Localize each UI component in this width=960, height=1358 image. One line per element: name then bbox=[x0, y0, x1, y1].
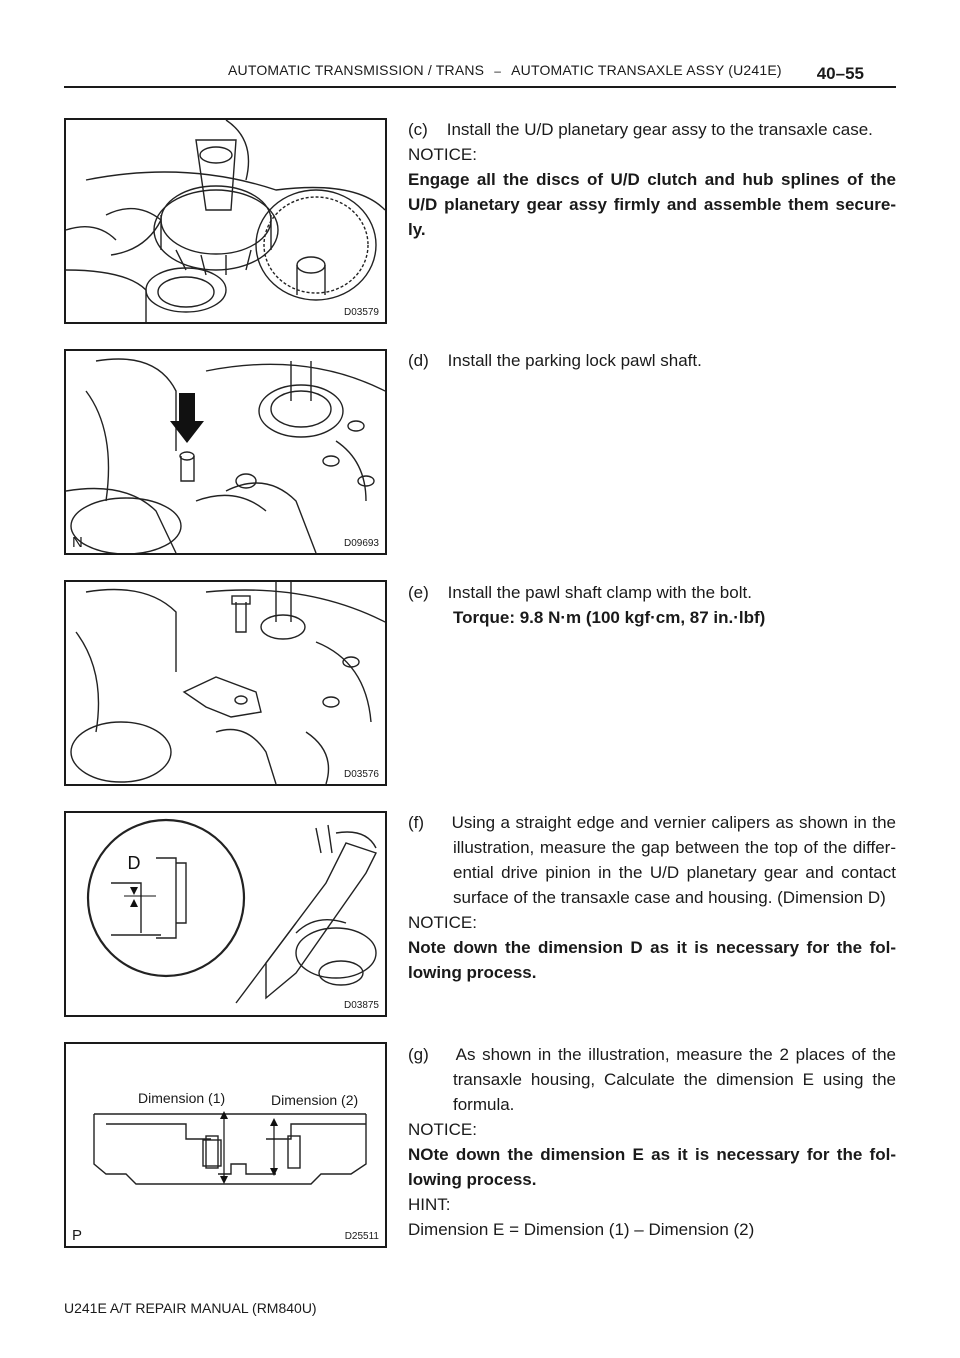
figure-id: D03579 bbox=[343, 307, 379, 318]
dimension-e-illustration bbox=[66, 1044, 385, 1246]
step-e bbox=[408, 580, 896, 630]
parking-lock-pawl-illustration bbox=[66, 351, 385, 553]
figure-planetary-gear bbox=[64, 118, 387, 324]
dimension-2-label: Dimension (2) bbox=[271, 1092, 359, 1108]
step-c bbox=[408, 117, 896, 242]
step-e-text: (e) Install the pawl shaft clamp with the bolt. bbox=[408, 583, 752, 602]
step-f bbox=[408, 810, 896, 985]
step-f-notice-label: NOTICE: bbox=[408, 913, 477, 932]
dimension-1-label: Dimension (1) bbox=[138, 1090, 226, 1106]
dimension-arrow-icon bbox=[220, 1111, 228, 1119]
figure-dimension-e bbox=[64, 1042, 387, 1248]
dimension-d-illustration bbox=[66, 813, 385, 1015]
dimension-arrow-icon bbox=[130, 899, 138, 907]
figure-dimension-d bbox=[64, 811, 387, 1017]
figure-pawl-shaft-clamp bbox=[64, 580, 387, 786]
figure-id: D25511 bbox=[344, 1231, 379, 1242]
header-section: AUTOMATIC TRANSMISSION / TRANS bbox=[228, 62, 485, 78]
figure-letter: P bbox=[72, 1227, 83, 1244]
figure-id: D09693 bbox=[343, 538, 379, 549]
step-f-notice: Note down the dimension D as it is necessary for the fol-lowing process. bbox=[408, 938, 896, 982]
dimension-d-callout: D bbox=[127, 853, 141, 873]
step-f-text: (f) Using a straight edge and vernier calipers as shown in the illustration, measure the gap between the top of the differ-ential drive pinion in the U/D planetary gear and contact surface of the transaxle case and housing. (Dimension D) bbox=[408, 813, 896, 907]
header-separator: – bbox=[494, 64, 502, 78]
step-g-hint-label: HINT: bbox=[408, 1195, 451, 1214]
step-d-text: (d) Install the parking lock pawl shaft. bbox=[408, 351, 702, 370]
step-c-text: (c) Install the U/D planetary gear assy to the transaxle case. bbox=[408, 120, 873, 139]
step-c-notice: Engage all the discs of U/D clutch and hub splines of the U/D planetary gear assy firmly and assemble them secure-ly. bbox=[408, 170, 896, 239]
step-g-text: (g) As shown in the illustration, measure the 2 places of the transaxle housing, Calculate the dimension E using the formula. bbox=[408, 1045, 896, 1114]
step-g bbox=[408, 1042, 896, 1242]
page-number: 40–55 bbox=[816, 64, 864, 83]
step-d bbox=[408, 348, 896, 373]
page-header bbox=[228, 62, 782, 78]
step-e-torque: Torque: 9.8 N·m (100 kgf·cm, 87 in.·lbf) bbox=[453, 608, 766, 627]
dimension-arrow-icon bbox=[220, 1176, 228, 1184]
figure-letter: N bbox=[72, 534, 83, 551]
step-g-notice: NOte down the dimension E as it is necessary for the fol-lowing process. bbox=[408, 1145, 896, 1189]
figure-id: D03875 bbox=[343, 1000, 379, 1011]
figure-id: D03576 bbox=[343, 769, 379, 780]
pawl-shaft-clamp-illustration bbox=[66, 582, 385, 784]
step-g-hint: Dimension E = Dimension (1) – Dimension (2) bbox=[408, 1220, 755, 1239]
step-c-notice-label: NOTICE: bbox=[408, 145, 477, 164]
dimension-arrow-icon bbox=[270, 1168, 278, 1176]
header-rule bbox=[64, 86, 896, 88]
arrow-down-icon bbox=[170, 393, 204, 443]
dimension-arrow-icon bbox=[130, 887, 138, 895]
figure-parking-lock-pawl bbox=[64, 349, 387, 555]
dimension-arrow-icon bbox=[270, 1118, 278, 1126]
planetary-gear-illustration bbox=[66, 120, 385, 322]
page-footer: U241E A/T REPAIR MANUAL (RM840U) bbox=[64, 1300, 317, 1316]
step-g-notice-label: NOTICE: bbox=[408, 1120, 477, 1139]
header-subsection: AUTOMATIC TRANSAXLE ASSY (U241E) bbox=[511, 62, 782, 78]
